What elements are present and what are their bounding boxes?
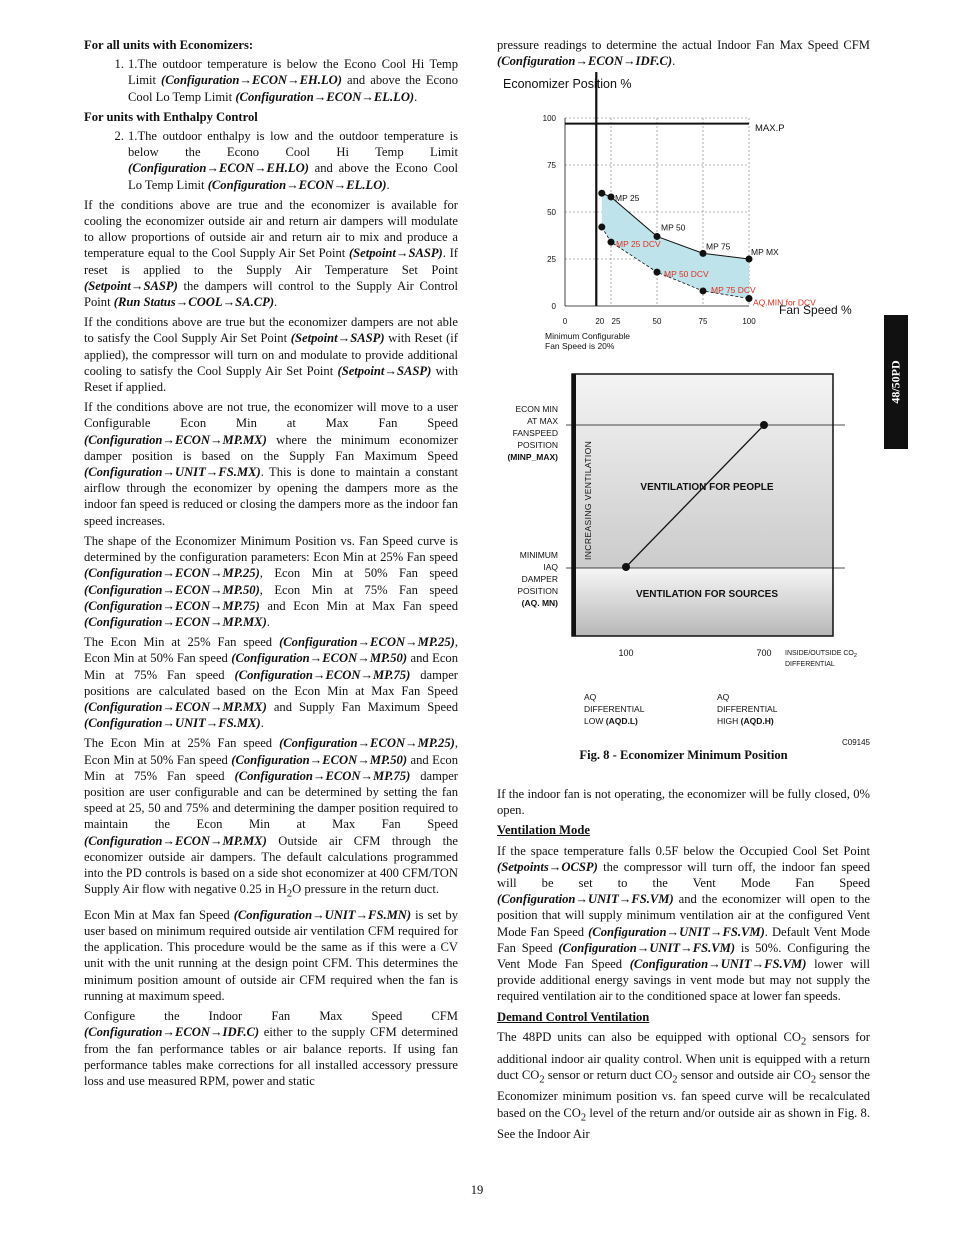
min-fan-note-1: Minimum Configurable	[545, 331, 631, 341]
figure-caption: Fig. 8 - Economizer Minimum Position	[579, 748, 788, 762]
econ-min-label-line: POSITION	[517, 440, 558, 450]
heading-ventilation-mode: Ventilation Mode	[497, 823, 590, 838]
aq-label-line	[717, 716, 774, 726]
y-tick-label: 75	[547, 161, 556, 170]
iaq-min-label-line: POSITION	[517, 586, 558, 596]
chart-title: Economizer Position %	[503, 77, 632, 91]
x-tick-100: 100	[618, 648, 634, 658]
upper-curve-point	[598, 190, 605, 197]
paragraph: If the indoor fan is not operating, the economizer will be fully closed, 0% open.	[497, 787, 870, 818]
paragraph: If the conditions above are true but the economizer dampers are not able to satisfy the Cool Supply Air Set Point (Setpoint→SASP) with Reset (if applied), the compressor will turn on and modulate to provide additional cooling to satisfy the Cool Supply Air Set Point (Setpoint→SASP) with Reset if applied.	[84, 315, 458, 395]
paragraph: The Econ Min at 25% Fan speed (Configuration→ECON→MP.25), Econ Min at 50% Fan speed (Configuration→ECON→MP.50) and Econ Min at 75% Fan speed (Configuration→ECON→MP.75) damper position are user configurable and can be determined by setting the fan speed at 25, 50 and 75% and determining the damper position required to maintain the Econ Min at Max Fan Speed (Configuration→ECON→MP.MX) Outside air CFM through the economizer outside air dampers. The default calculations programmed into the PD controls is based on a side shot economizer at 400 CFM/TON Supply Air flow with negative 0.25 in $H_2O$ pressure in the return duct.	[84, 736, 458, 900]
x-tick-label: 75	[698, 317, 708, 326]
economizer-position-chart	[497, 72, 877, 357]
y-tick-label: 100	[542, 114, 556, 123]
aq-label-line: AQ	[717, 692, 730, 702]
mp50-dcv-label: MP 50 DCV	[664, 269, 709, 280]
mp75-dcv-label: MP 75 DCV	[711, 284, 756, 295]
mp25-label: MP 25	[615, 192, 640, 203]
fan-speed-label: Fan Speed %	[779, 303, 852, 317]
x-axis-label-2: DIFFERENTIAL	[785, 661, 835, 668]
paragraph: If the conditions above are not true, the economizer will move to a user Configurable Econ Min at Max Fan Speed (Configuration→ECON→MP.MX) where the minimum economizer damper position is based on the Supply Fan Maximum Speed (Configuration→UNIT→FS.MX). This is done to maintain a constant airflow through the economizer by opening the dampers more as the indoor fan speed is reduced or closing the dampers more as the indoor fan speed increases.	[84, 400, 458, 528]
lower-curve-point	[700, 287, 707, 294]
paragraph: The 48PD units can also be equipped with optional $CO_2$ sensors for additional indoor air quality control. When unit is equipped with a return duct $CO_2$ sensor or return duct $CO_2$ sensor and outside air $CO_2$ sensor the Economizer minimum position vs. fan speed curve will be recalculated based on the $CO_2$ level of the return and/or outside air as shown in Fig. 8. See the Indoor Air	[497, 1029, 870, 1142]
aqmin-dcv-label: AQ.MIN for DCV	[753, 297, 816, 308]
lower-curve-point	[746, 295, 753, 302]
x-tick-label: 20	[595, 317, 605, 326]
ramp-point-low	[622, 563, 630, 571]
list-item-2: 2. 1.The outdoor enthalpy is low and the outdoor temperature is below the Econo Cool Hi Temp Limit (Configuration→ECON→EH.LO) and above the Econo Cool Lo Temp Limit (Configuration→ECON→EL.LO).	[114, 129, 458, 192]
min-fan-note-2: Fan Speed is 20%	[545, 341, 615, 351]
maxp-label: MAX.P	[755, 123, 785, 134]
right-column-top	[497, 37, 870, 73]
paragraph: Econ Min at Max fan Speed (Configuration→UNIT→FS.MN) is set by user based on minimum required outside air ventilation CFM required for the application. This procedure would be the same as if this were a CV unit with the unit running at the design point CFM. This determines the minimum position amount of outside air CFM required when the fan is running at maximum speed.	[84, 907, 458, 1003]
econ-min-label	[507, 404, 558, 462]
heading-demand-control: Demand Control Ventilation	[497, 1009, 650, 1024]
upper-curve-point	[608, 193, 615, 200]
iaq-min-label	[517, 550, 558, 608]
iaq-min-label-line: DAMPER	[521, 574, 558, 584]
page-number: 19	[470, 1183, 484, 1197]
aq-label-line: AQ	[584, 692, 597, 702]
lower-curve-point	[608, 239, 615, 246]
heading-economizers: For all units with Economizers:	[84, 38, 254, 52]
y-tick-label: 50	[547, 208, 556, 217]
mp25-dcv-label: MP 25 DCV	[616, 239, 661, 250]
paragraph: Configure the Indoor Fan Max Speed CFM (Configuration→ECON→IDF.C) either to the supply CFM determined from the fan performance tables or air balance reports. If using fan performance tables make corrections for all installed accessory pressure loss and use measured RPM, power and static	[84, 1009, 458, 1088]
x-axis-label-1: INSIDE/OUTSIDE $CO_2$	[785, 650, 857, 659]
x-tick-label: 0	[562, 317, 568, 326]
x-tick-label: 100	[742, 317, 756, 326]
lower-curve-point	[654, 269, 661, 276]
aq-differential-high	[717, 692, 778, 726]
figure-code: C09145	[841, 738, 870, 747]
y-tick-label: 25	[547, 255, 556, 264]
y-tick-label: 0	[551, 302, 556, 311]
y-axis-label: INCREASING VENTILATION	[583, 440, 593, 560]
aq-label-code: (AQD.H)	[740, 716, 774, 726]
side-tab: 48/50PD	[884, 315, 908, 449]
mpmx-label: MP MX	[751, 247, 779, 257]
sources-band	[573, 568, 832, 635]
econ-min-label-line: AT MAX	[527, 416, 558, 426]
aq-label-line: DIFFERENTIAL	[584, 704, 645, 714]
aq-differential-low	[584, 692, 645, 726]
aq-label-line	[584, 716, 638, 726]
y-axis-bar	[572, 374, 576, 636]
ramp-point-high	[760, 421, 768, 429]
paragraph: pressure readings to determine the actual Indoor Fan Max Speed CFM (Configuration→ECON→IDF.C).	[497, 38, 870, 69]
band-sources-label: VENTILATION FOR SOURCES	[635, 589, 779, 600]
iaq-min-label-line: (AQ. MN)	[521, 598, 558, 608]
iaq-min-label-line: MINIMUM	[519, 550, 558, 560]
econ-min-label-line: (MINP_MAX)	[507, 452, 558, 462]
paragraph: If the space temperature falls 0.5F below the Occupied Cool Set Point (Setpoints→OCSP) the compressor will turn off, the indoor fan speed will be set to the Vent Mode Fan Speed (Configuration→UNIT→FS.VM) and the economizer will open to the position that will supply minimum ventilation air at the configured Vent Mode Fan Speed (Configuration→UNIT→FS.VM). Default Vent Mode Fan Speed (Configuration→UNIT→FS.VM) is 50%. Configuring the Vent Mode Fan Speed (Configuration→UNIT→FS.VM) lower will provide additional energy savings in vent mode but may not supply the required ventilation air to the conditioned space at lower fan speeds.	[497, 843, 871, 1004]
mp50-label: MP 50	[661, 222, 686, 233]
heading-enthalpy: For units with Enthalpy Control	[84, 109, 258, 124]
list-item-1: 1. 1.The outdoor temperature is below the Econo Cool Hi Temp Limit (Configuration→ECON→EH.LO) and above the Econo Cool Lo Temp Limit (Configuration→ECON→EL.LO).	[114, 57, 458, 104]
paragraph: If the conditions above are true and the economizer is available for cooling the economizer outside air and return air dampers will modulate to allow proportions of outside air and return air to mix and produce a temperature equal to the Cool Supply Air Set Point (Setpoint→SASP). If reset is applied to the Supply Air Temperature Set Point (Setpoint→SASP) the dampers will control to the Supply Air Control Point (Run Status→COOL→SA.CP).	[84, 197, 458, 310]
econ-min-label-line: FANSPEED	[512, 428, 558, 438]
lower-curve-point	[598, 224, 605, 231]
paragraph: The shape of the Economizer Minimum Position vs. Fan Speed curve is determined by the configuration parameters: Econ Min at 25% Fan speed (Configuration→ECON→MP.25), Econ Min at 50% Fan speed (Configuration→ECON→MP.50), Econ Min at 75% Fan speed (Configuration→ECON→MP.75) and Econ Min at Max Fan speed (Configuration→ECON→MP.MX).	[84, 533, 458, 629]
aq-label-word: LOW	[584, 716, 606, 726]
aq-label-line: DIFFERENTIAL	[717, 704, 778, 714]
econ-min-label-line: ECON MIN	[515, 404, 558, 414]
right-column-bottom	[497, 786, 870, 1147]
mp75-label: MP 75	[706, 241, 731, 252]
aq-label-word: HIGH	[717, 716, 741, 726]
x-tick-700: 700	[756, 648, 772, 658]
band-people-label: VENTILATION FOR PEOPLE	[640, 482, 774, 493]
ventilation-chart	[497, 365, 877, 750]
x-tick-label: 25	[611, 317, 621, 326]
paragraph: The Econ Min at 25% Fan speed (Configuration→ECON→MP.25), Econ Min at 50% Fan speed (Configuration→ECON→MP.50) and Econ Min at 75% Fan speed (Configuration→ECON→MP.75) damper positions are calculated based on the Econ Min at Max Fan Speed (Configuration→ECON→MP.MX) and Supply Fan Maximum Speed (Configuration→UNIT→FS.MX).	[84, 635, 458, 731]
aq-label-code: (AQD.L)	[605, 716, 638, 726]
left-column	[84, 37, 458, 1093]
x-tick-label: 50	[652, 317, 662, 326]
iaq-min-label-line: IAQ	[543, 562, 558, 572]
